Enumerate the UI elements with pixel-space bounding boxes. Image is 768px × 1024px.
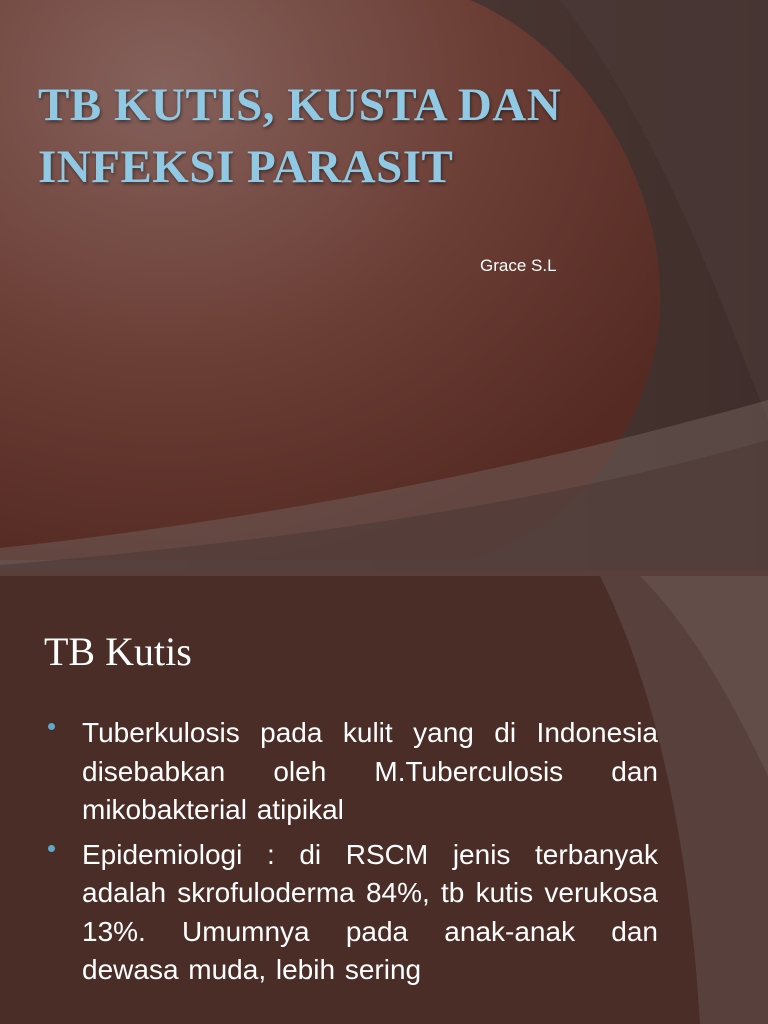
bullet-text: Epidemiologi : di RSCM jenis terbanyak adalah skrofuloderma 84%, tb kutis verukosa 13%. Umumnya pada anak-anak dan dewasa muda, lebih sering <box>82 838 658 985</box>
slide-1-subtitle: Grace S.L <box>480 256 557 275</box>
bullet-dot-icon <box>48 723 55 730</box>
bullet-text: Tuberkulosis pada kulit yang di Indonesia disebabkan oleh M.Tuberculosis dan mikobakterial atipikal <box>82 717 658 825</box>
bullet-dot-icon <box>48 845 55 852</box>
slide-1-title: TB KUTIS, KUSTA DAN INFEKSI PARASIT <box>38 79 562 193</box>
bullet-item <box>44 836 658 990</box>
bullet-list <box>44 714 658 996</box>
slide-2-title: TB Kutis <box>44 629 192 674</box>
bullet-item <box>44 714 658 830</box>
slide-content[interactable] <box>0 576 768 1024</box>
